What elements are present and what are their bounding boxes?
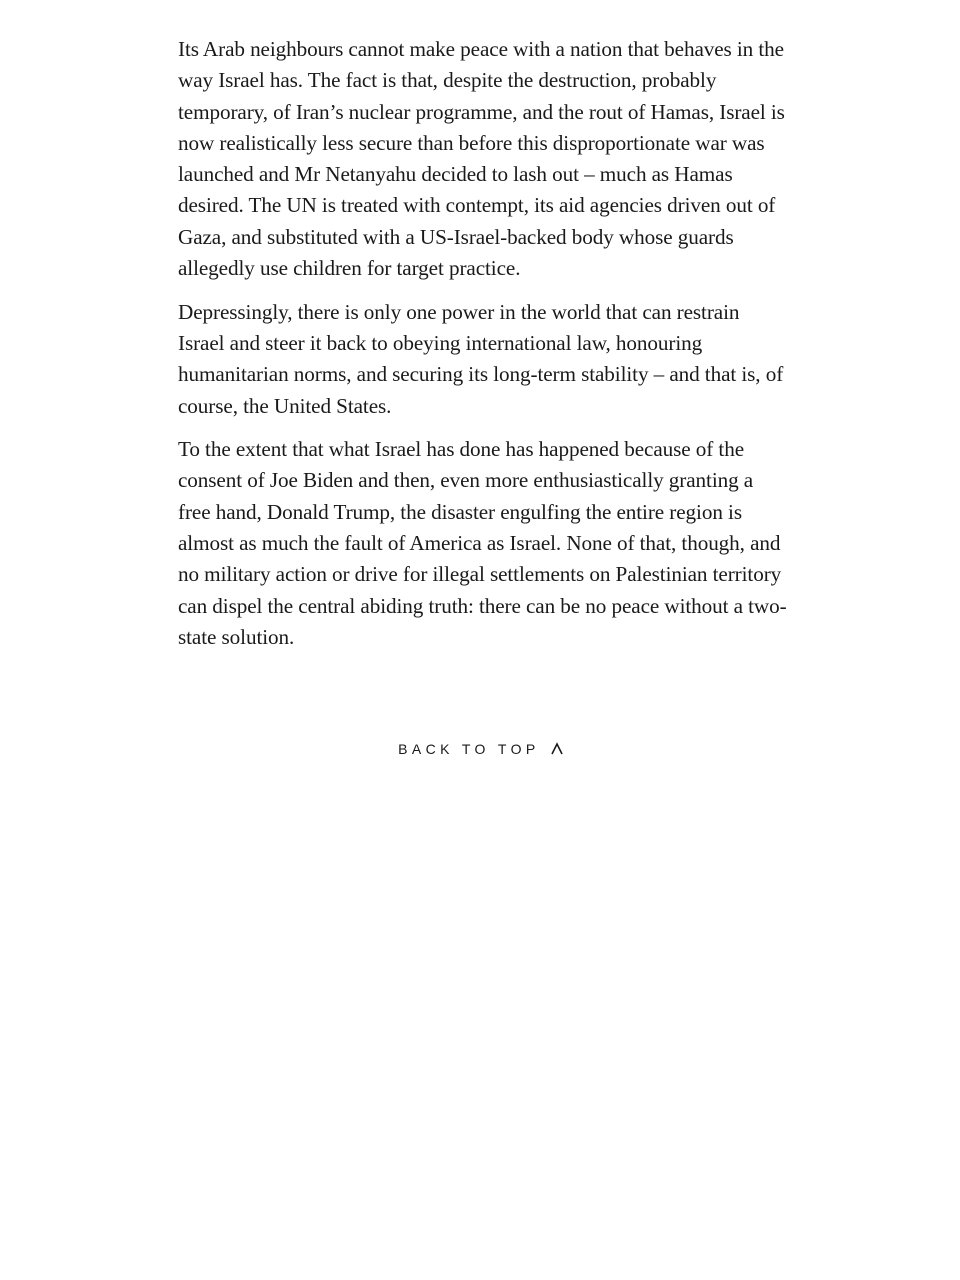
back-to-top-label: BACK TO TOP — [398, 741, 540, 758]
article-paragraph-3: To the extent that what Israel has done has happened because of the consent of Joe Biden and then, even more enthusiastically granting a free hand, Donald Trump, the disaster engulfing the entire region is almost as much the fault of America as Israel. None of that, though, and no military action or drive for illegal settlements on Palestinian territory can dispel the central abiding truth: there can be no peace without a two-state solution. — [178, 437, 787, 649]
article-paragraph-2: Depressingly, there is only one power in the world that can restrain Israel and steer it back to obeying international law, honouring humanitarian norms, and securing its long-term stability – and that is, of course, the United States. — [178, 299, 784, 418]
article-paragraph-1: Its Arab neighbours cannot make peace with a nation that behaves in the way Israel has. The fact is that, despite the destruction, probably temporary, of Iran’s nuclear programme, and the rout of Hamas, Israel is now realistically less secure than before this disproportionate war was launched and Mr Netanyahu decided to lash out – much as Hamas desired. The UN is treated with contempt, its aid agencies driven out of Gaza, and substituted with a US-Israel-backed body whose guards allegedly use children for target practice. — [178, 37, 785, 281]
article-body — [178, 34, 788, 666]
chevron-up-icon — [550, 742, 564, 756]
back-to-top-link[interactable] — [0, 740, 960, 757]
